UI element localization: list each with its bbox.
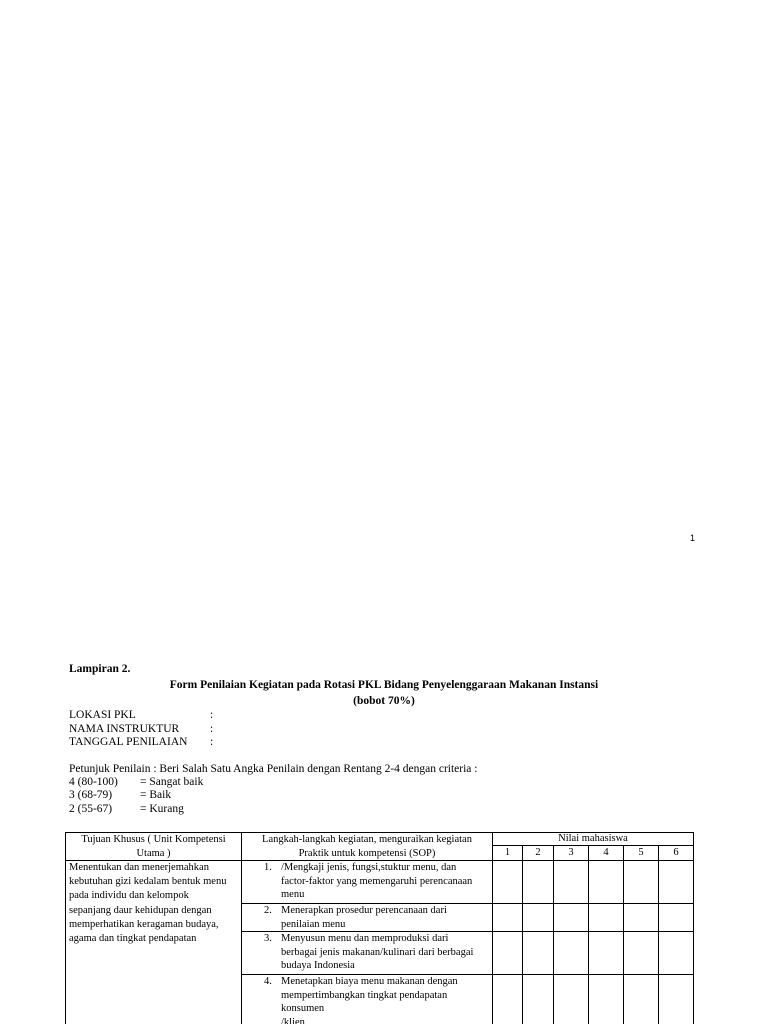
activity-cell (242, 932, 493, 975)
score-cell (523, 975, 554, 1024)
activity-line: /Mengkaji jenis, fungsi,stuktur menu, dan (281, 862, 457, 873)
score-cell (659, 932, 694, 975)
criteria-row (69, 776, 269, 789)
activity-text (242, 932, 492, 973)
page-number: 1 (690, 533, 696, 543)
score-cell (589, 932, 624, 975)
activity-line: Menerapkan prosedur perencanaan dari (281, 905, 447, 916)
field-separator: : (210, 722, 214, 735)
score-column-header: 4 (589, 846, 624, 861)
score-column-header: 6 (659, 846, 694, 861)
weight-note: (bobot 70%) (353, 695, 415, 707)
activity-line: menu (281, 889, 305, 900)
activity-text (242, 975, 492, 1024)
score-cell (624, 904, 659, 932)
activity-line: konsumen (281, 1003, 325, 1014)
activity-line: berbagai jenis makanan/kulinari dari berbagai (281, 946, 474, 958)
field-label: NAMA INSTRUKTUR (69, 722, 180, 735)
activity-line: penilaian menu (281, 918, 346, 930)
competency-line: Menentukan dan menerjemahkan (69, 862, 209, 873)
competency-cell (66, 861, 242, 1024)
activity-line: /klien (281, 1016, 305, 1024)
activity-number: 2. (264, 905, 272, 916)
header-competency (66, 833, 242, 861)
header-competency-line: Tujuan Khusus ( Unit Kompetensi (81, 834, 226, 845)
activity-line: factor-faktor yang memengaruhi perencanaan (281, 875, 473, 887)
criteria-meaning: = Kurang (140, 802, 184, 815)
assessment-table (65, 832, 694, 1024)
score-cell (659, 904, 694, 932)
score-column-header: 5 (624, 846, 659, 861)
form-title: Form Penilaian Kegiatan pada Rotasi PKL Bidang Penyelenggaraan Makanan Instansi (169, 679, 599, 691)
criteria-score: 2 (55-67) (69, 802, 113, 815)
scoring-criteria (69, 776, 269, 816)
activity-line: Menetapkan biaya menu makanan dengan (281, 976, 458, 987)
score-cell (493, 975, 523, 1024)
field-separator: : (210, 736, 214, 748)
score-cell (554, 975, 589, 1024)
score-cell (554, 861, 589, 904)
field-row-instructor (69, 723, 229, 737)
activity-number: 1. (264, 862, 272, 873)
score-cell (523, 861, 554, 904)
field-label: LOKASI PKL (69, 709, 136, 721)
competency-line: memperhatikan keragaman budaya, (69, 918, 219, 930)
criteria-score: 4 (80-100) (69, 776, 118, 788)
activity-cell (242, 904, 493, 932)
competency-line: agama dan tingkat pendapatan (69, 932, 197, 944)
activity-number: 4. (264, 976, 272, 987)
score-cell (554, 932, 589, 975)
score-column-header: 3 (554, 846, 589, 861)
activity-number: 3. (264, 933, 272, 944)
criteria-score: 3 (68-79) (69, 789, 113, 802)
activity-cell (242, 975, 493, 1024)
score-cell (624, 861, 659, 904)
criteria-meaning: = Sangat baik (140, 776, 204, 788)
header-activities-line: Langkah-langkah kegiatan, menguraikan kegiatan (262, 834, 472, 845)
activity-line: budaya Indonesia (281, 960, 355, 971)
score-column-header: 2 (523, 846, 554, 861)
score-cell (554, 904, 589, 932)
appendix-label: Lampiran 2. (69, 663, 131, 675)
competency-line: kebutuhan gizi kedalam bentuk menu (69, 876, 227, 888)
header-activities-line: Praktik untuk kompetensi (SOP) (298, 847, 436, 859)
identity-fields (69, 709, 229, 750)
activity-line: mempertimbangkan tingkat pendapatan (281, 989, 448, 1001)
score-cell (523, 904, 554, 932)
score-cell (659, 975, 694, 1024)
score-cell (589, 861, 624, 904)
score-column-header: 1 (493, 846, 523, 861)
score-cell (624, 975, 659, 1024)
field-row-date (69, 736, 229, 750)
header-scores: Nilai mahasiswa (493, 833, 694, 846)
activity-cell (242, 861, 493, 904)
criteria-row (69, 803, 269, 816)
criteria-meaning: = Baik (140, 789, 172, 802)
score-cell (589, 975, 624, 1024)
field-separator: : (210, 709, 214, 721)
competency-line: sepanjang daur kehidupan dengan (69, 904, 212, 916)
score-cell (493, 861, 523, 904)
score-cell (624, 932, 659, 975)
field-row-location (69, 709, 229, 723)
score-cell (659, 861, 694, 904)
field-label: TANGGAL PENILAIAN (69, 736, 188, 748)
activity-text (242, 904, 492, 931)
score-cell (589, 904, 624, 932)
activity-line: Menyusun menu dan memproduksi dari (281, 933, 449, 944)
competency-line: pada individu dan kelompok (69, 890, 189, 902)
header-competency-line: Utama ) (136, 847, 171, 859)
score-cell (523, 932, 554, 975)
scoring-instructions: Petunjuk Penilain : Beri Salah Satu Angka Penilain dengan Rentang 2-4 dengan criteria : (69, 763, 478, 775)
header-activities (242, 833, 493, 861)
criteria-row (69, 789, 269, 802)
activity-text (242, 861, 492, 902)
score-cell (493, 904, 523, 932)
score-cell (493, 932, 523, 975)
